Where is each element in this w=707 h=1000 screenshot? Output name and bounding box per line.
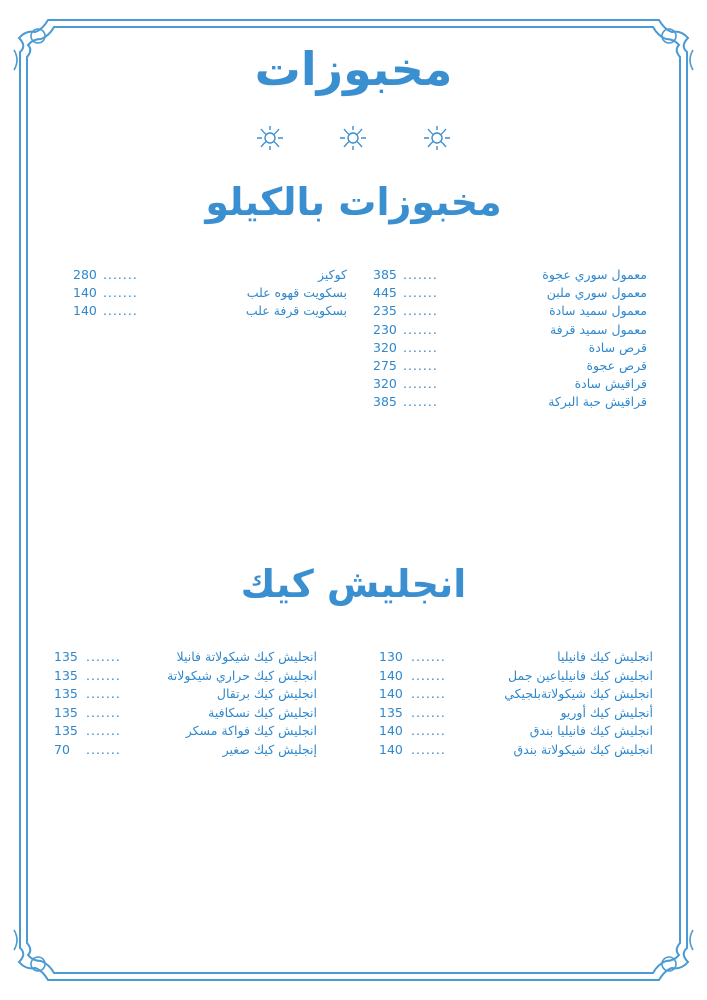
- item-dots: .......: [411, 686, 446, 702]
- item-name: انجليش كيك نسكافية: [208, 704, 317, 720]
- item-name: انجليش كيك فانيليا: [557, 649, 653, 664]
- item-dots: .......: [403, 339, 438, 355]
- item-dots: .......: [403, 321, 438, 337]
- item-name: قراقيش سادة: [574, 376, 647, 392]
- item-name: قرص عجوة: [586, 357, 647, 373]
- ornament-divider: [250, 123, 460, 153]
- cake-left-list: [52, 649, 317, 761]
- item-name: معمول سوري عجوة: [542, 267, 647, 282]
- item-dots: .......: [103, 285, 138, 301]
- item-dots: .......: [403, 357, 438, 373]
- menu-item: [370, 394, 647, 412]
- item-name: معمول سميد سادة: [549, 303, 647, 319]
- item-name: انجليش كيك شيكولاتة بندق: [513, 741, 653, 757]
- item-price: 135: [54, 649, 78, 664]
- item-price: 280: [73, 267, 97, 282]
- item-dots: .......: [403, 376, 438, 392]
- menu-item: [370, 358, 647, 376]
- item-price: 320: [373, 339, 397, 355]
- item-price: 230: [373, 321, 397, 337]
- item-name: أنجليش كيك أوريو: [560, 704, 653, 720]
- page-title: مخبوزات: [254, 42, 453, 96]
- item-name: قراقيش حبة البركة: [548, 394, 647, 410]
- menu-item: [370, 376, 647, 394]
- item-name: بسكويت قرفة علب: [245, 303, 347, 319]
- item-price: 235: [373, 303, 397, 319]
- item-dots: .......: [411, 667, 446, 683]
- item-dots: .......: [86, 723, 121, 739]
- item-name: انجليش كيك برتقال: [216, 686, 317, 702]
- menu-item: [378, 742, 653, 761]
- menu-item: [52, 742, 317, 761]
- menu-item: [70, 267, 347, 285]
- item-price: 135: [54, 723, 78, 739]
- menu-item: [378, 723, 653, 742]
- item-dots: .......: [411, 704, 446, 720]
- item-name: انجليش كيك فواكة مسكر: [185, 723, 317, 739]
- kilo-left-list: [70, 267, 347, 322]
- item-price: 275: [373, 357, 397, 373]
- item-price: 130: [379, 649, 403, 664]
- item-dots: .......: [86, 667, 121, 683]
- item-dots: .......: [103, 303, 138, 319]
- menu-item: [52, 649, 317, 668]
- menu-item: [52, 723, 317, 742]
- item-name: انجليش كيك حراري شيكولاتة: [167, 667, 317, 683]
- section-title-kilo: مخبوزات بالكيلو: [205, 180, 502, 224]
- item-name: انجليش كيك فانيلياعين جمل: [508, 667, 653, 683]
- menu-item: [370, 303, 647, 321]
- item-name: قرص سادة: [588, 339, 647, 355]
- item-dots: .......: [86, 704, 121, 720]
- item-price: 385: [373, 267, 397, 282]
- kilo-right-list: [370, 267, 647, 413]
- item-price: 445: [373, 285, 397, 301]
- item-price: 135: [379, 704, 403, 720]
- menu-item: [52, 705, 317, 724]
- item-price: 140: [379, 667, 403, 683]
- item-name: انجليش كيك شيكولاتةبلجيكي: [504, 686, 653, 702]
- item-price: 140: [379, 723, 403, 739]
- item-name: كوكيز: [317, 267, 347, 282]
- menu-item: [370, 285, 647, 303]
- item-dots: .......: [86, 649, 121, 664]
- item-name: بسكويت قهوه علب: [246, 285, 347, 301]
- item-price: 70: [54, 741, 70, 757]
- menu-item: [378, 686, 653, 705]
- menu-item: [52, 686, 317, 705]
- item-name: معمول سميد قرفة: [549, 321, 647, 337]
- section-title-cake: انجليش كيك: [240, 562, 467, 606]
- cake-right-list: [378, 649, 653, 761]
- menu-item: [378, 649, 653, 668]
- item-price: 135: [54, 704, 78, 720]
- item-name: انجليش كيك فانيليا بندق: [529, 723, 653, 739]
- item-dots: .......: [411, 649, 446, 664]
- item-price: 140: [73, 285, 97, 301]
- item-name: انجليش كيك شيكولاتة فانيلا: [176, 649, 317, 664]
- item-name: معمول سوري ملبن: [546, 285, 647, 301]
- item-dots: .......: [86, 686, 121, 702]
- menu-item: [370, 322, 647, 340]
- item-price: 320: [373, 376, 397, 392]
- item-name: إنجليش كيك صغير: [222, 741, 317, 757]
- menu-item: [370, 267, 647, 285]
- item-dots: .......: [403, 394, 438, 410]
- item-price: 135: [54, 686, 78, 702]
- item-price: 140: [379, 741, 403, 757]
- item-dots: .......: [103, 267, 138, 282]
- item-dots: .......: [403, 285, 438, 301]
- item-dots: .......: [411, 741, 446, 757]
- item-price: 135: [54, 667, 78, 683]
- menu-item: [370, 340, 647, 358]
- menu-item: [70, 303, 347, 321]
- menu-item: [378, 668, 653, 687]
- item-price: 140: [73, 303, 97, 319]
- item-price: 140: [379, 686, 403, 702]
- item-dots: .......: [403, 267, 438, 282]
- menu-item: [52, 668, 317, 687]
- item-price: 385: [373, 394, 397, 410]
- item-dots: .......: [403, 303, 438, 319]
- menu-item: [70, 285, 347, 303]
- item-dots: .......: [86, 741, 121, 757]
- menu-item: [378, 705, 653, 724]
- item-dots: .......: [411, 723, 446, 739]
